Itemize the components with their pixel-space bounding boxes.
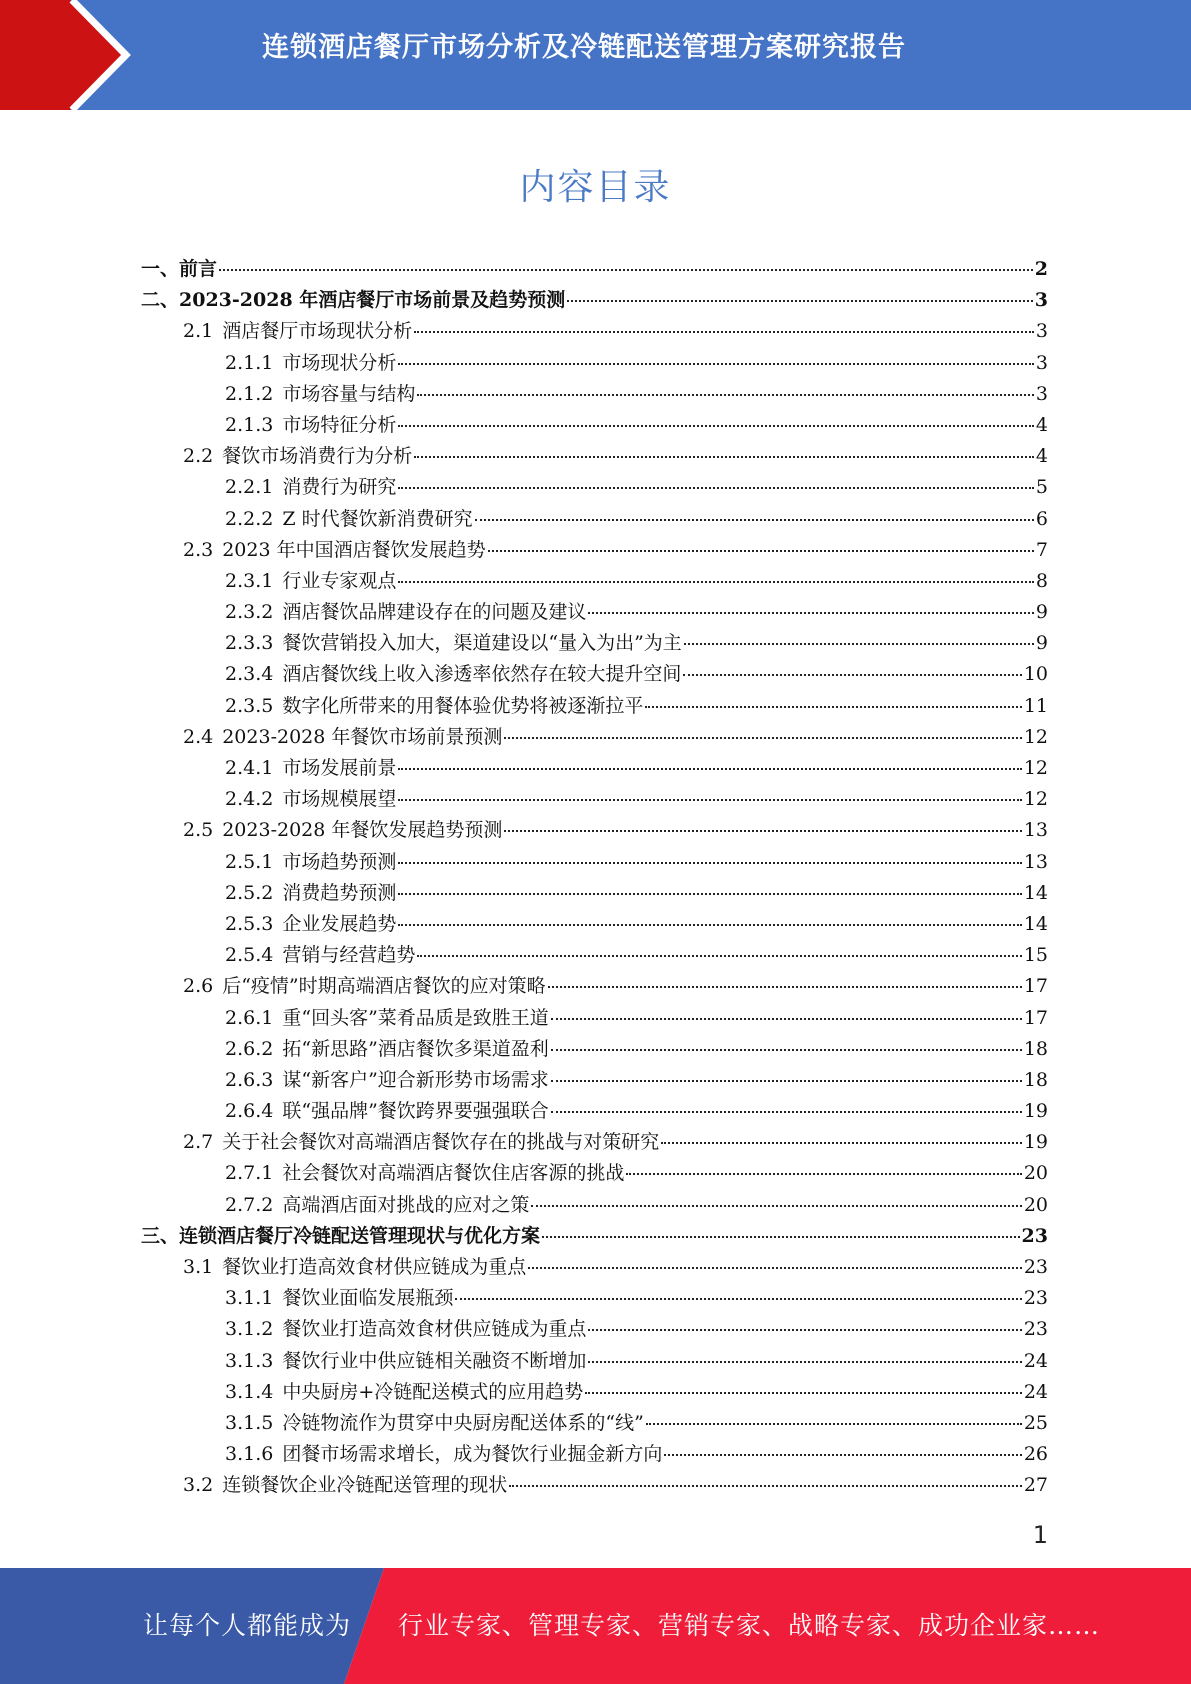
toc-entry-page: 9 <box>1035 632 1048 655</box>
toc-entry-title: 酒店餐厅市场现状分析 <box>222 320 413 343</box>
toc-dot-leader <box>588 1329 1021 1331</box>
toc-entry-page: 13 <box>1023 850 1048 873</box>
toc-entry-number: 2.4.2 <box>225 788 274 811</box>
toc-dot-leader <box>567 300 1032 302</box>
toc-dot-leader <box>417 394 1034 396</box>
toc-dot-leader <box>551 1018 1022 1020</box>
toc-entry-number: 3.1.3 <box>225 1349 274 1372</box>
table-of-contents <box>141 254 1048 1502</box>
toc-entry-number: 2.1.2 <box>225 382 274 405</box>
toc-entry-page: 2 <box>1034 258 1048 280</box>
toc-entry-title: 营销与经营趋势 <box>282 944 416 967</box>
report-title: 连锁酒店餐厅市场分析及冷链配送管理方案研究报告 <box>262 32 906 63</box>
toc-entry[interactable] <box>141 940 1048 971</box>
toc-entry-title: 谋“新客户”迎合新形势市场需求 <box>282 1068 549 1091</box>
header-arrow-graphic <box>0 0 160 110</box>
toc-entry-number: 2.2 <box>183 445 214 468</box>
toc-dot-leader <box>661 1142 1022 1144</box>
toc-entry[interactable] <box>141 753 1048 784</box>
toc-entry-title: 数字化所带来的用餐体验优势将被逐渐拉平 <box>282 694 644 717</box>
toc-dot-leader <box>531 1205 1021 1207</box>
toc-entry-title: 市场现状分析 <box>282 351 397 374</box>
toc-entry-page: 27 <box>1023 1474 1048 1497</box>
toc-entry-page: 24 <box>1023 1380 1048 1403</box>
toc-entry[interactable] <box>141 1283 1048 1314</box>
toc-entry-number: 3.1.1 <box>225 1287 274 1310</box>
toc-entry-page: 9 <box>1035 601 1048 624</box>
toc-dot-leader <box>398 363 1034 365</box>
toc-entry-page: 23 <box>1023 1256 1048 1278</box>
page-footer <box>0 1568 1191 1684</box>
toc-entry[interactable] <box>141 1127 1048 1158</box>
toc-entry-number: 2.5 <box>183 819 214 842</box>
toc-entry-number: 2.7.1 <box>225 1162 274 1185</box>
toc-entry-page: 19 <box>1023 1100 1048 1123</box>
toc-entry-page: 4 <box>1035 445 1048 468</box>
toc-entry[interactable] <box>141 722 1048 753</box>
toc-entry-page: 8 <box>1035 569 1048 592</box>
toc-entry[interactable] <box>141 472 1048 503</box>
toc-entry-page: 17 <box>1023 1006 1048 1029</box>
toc-entry-page: 20 <box>1023 1193 1048 1216</box>
toc-entry-number: 2.3.1 <box>225 569 274 592</box>
toc-entry-page: 7 <box>1035 538 1048 561</box>
toc-entry[interactable] <box>141 348 1048 379</box>
toc-dot-leader <box>504 830 1021 832</box>
toc-entry[interactable] <box>141 1221 1048 1252</box>
toc-dot-leader <box>588 1361 1021 1363</box>
toc-entry[interactable] <box>141 1439 1048 1470</box>
toc-entry-number: 二、 <box>141 289 180 312</box>
toc-entry-number: 3.1.4 <box>225 1380 274 1403</box>
toc-entry-title: 2023 年中国酒店餐饮发展趋势 <box>222 538 486 561</box>
toc-entry-number: 2.2.1 <box>225 476 274 499</box>
toc-entry-number: 三、 <box>141 1224 180 1247</box>
toc-entry-number: 2.5.2 <box>225 881 274 904</box>
toc-entry-page: 23 <box>1021 1224 1048 1247</box>
toc-dot-leader <box>414 331 1034 333</box>
toc-entry-title: 餐饮业打造高效食材供应链成为重点 <box>222 1256 527 1278</box>
toc-entry-page: 3 <box>1034 289 1048 312</box>
toc-dot-leader <box>398 768 1021 770</box>
toc-dot-leader <box>664 1454 1021 1456</box>
toc-entry-number: 2.7 <box>183 1131 214 1154</box>
toc-entry-page: 23 <box>1023 1287 1048 1310</box>
toc-entry-page: 26 <box>1023 1443 1048 1466</box>
toc-entry-page: 3 <box>1035 382 1048 405</box>
toc-entry-title: 中央厨房+冷链配送模式的应用趋势 <box>282 1380 584 1403</box>
toc-entry[interactable] <box>141 441 1048 472</box>
toc-entry-number: 2.6.4 <box>225 1100 274 1123</box>
toc-entry-title: 餐饮营销投入加大，渠道建设以“量入为出”为主 <box>282 632 682 655</box>
toc-entry-number: 2.1.1 <box>225 351 274 374</box>
toc-entry-number: 一、 <box>141 258 180 280</box>
toc-entry-title: 行业专家观点 <box>282 569 397 592</box>
toc-entry-title: 餐饮行业中供应链相关融资不断增加 <box>282 1349 587 1372</box>
toc-entry-number: 2.3.3 <box>225 632 274 655</box>
toc-entry-number: 2.5.4 <box>225 944 274 967</box>
toc-entry-number: 2.3.4 <box>225 663 274 686</box>
toc-entry-number: 2.6.2 <box>225 1037 274 1060</box>
toc-entry-title: 关于社会餐饮对高端酒店餐饮存在的挑战与对策研究 <box>222 1131 660 1154</box>
toc-entry[interactable] <box>141 878 1048 909</box>
toc-entry-title: 拓“新思路”酒店餐饮多渠道盈利 <box>282 1037 549 1060</box>
toc-entry-number: 2.5.3 <box>225 912 274 935</box>
toc-entry-page: 14 <box>1023 912 1048 935</box>
toc-entry[interactable] <box>141 504 1048 535</box>
toc-entry-page: 3 <box>1035 320 1048 343</box>
toc-dot-leader <box>645 706 1021 708</box>
toc-entry-title: 消费趋势预测 <box>282 881 397 904</box>
toc-entry[interactable] <box>141 1003 1048 1034</box>
toc-entry-title: 2023-2028 年酒店餐厅市场前景及趋势预测 <box>179 289 566 312</box>
toc-dot-leader <box>585 1392 1022 1394</box>
toc-entry-page: 20 <box>1023 1162 1048 1185</box>
toc-entry[interactable] <box>141 254 1048 285</box>
toc-entry-page: 18 <box>1023 1037 1048 1060</box>
toc-entry-number: 2.3.2 <box>225 601 274 624</box>
toc-entry-title: 餐饮市场消费行为分析 <box>222 445 413 468</box>
toc-entry[interactable] <box>141 971 1048 1002</box>
toc-entry-number: 2.3.5 <box>225 694 274 717</box>
toc-entry-page: 12 <box>1023 788 1048 811</box>
toc-entry-title: 连锁餐饮企业冷链配送管理的现状 <box>222 1474 508 1497</box>
toc-dot-leader <box>398 862 1021 864</box>
toc-entry-page: 15 <box>1023 944 1048 967</box>
toc-dot-leader <box>551 1080 1022 1082</box>
toc-entry-title: 前言 <box>179 258 218 280</box>
toc-entry[interactable] <box>141 285 1048 316</box>
toc-entry-page: 23 <box>1023 1318 1048 1341</box>
toc-entry-title: 2023-2028 年餐饮市场前景预测 <box>222 725 503 748</box>
toc-entry-page: 19 <box>1023 1131 1048 1154</box>
toc-entry-number: 3.1 <box>183 1256 214 1278</box>
toc-dot-leader <box>398 924 1021 926</box>
toc-entry-page: 25 <box>1023 1411 1048 1434</box>
toc-entry-title: 后“疫情”时期高端酒店餐饮的应对策略 <box>222 975 546 998</box>
toc-entry[interactable] <box>141 1377 1048 1408</box>
toc-dot-leader <box>684 643 1034 645</box>
toc-entry-title: 酒店餐饮品牌建设存在的问题及建议 <box>282 601 587 624</box>
toc-entry[interactable] <box>141 410 1048 441</box>
toc-dot-leader <box>588 612 1034 614</box>
toc-entry[interactable] <box>141 1470 1048 1501</box>
toc-entry-page: 13 <box>1023 819 1048 842</box>
toc-dot-leader <box>551 1111 1022 1113</box>
toc-entry-number: 2.4.1 <box>225 757 274 779</box>
toc-entry-title: 2023-2028 年餐饮发展趋势预测 <box>222 819 503 842</box>
toc-dot-leader <box>417 955 1021 957</box>
toc-entry-page: 11 <box>1023 694 1048 717</box>
toc-entry[interactable] <box>141 1065 1048 1096</box>
toc-entry-number: 2.2.2 <box>225 507 274 530</box>
toc-entry-page: 12 <box>1023 725 1048 748</box>
toc-entry-title: 联“强品牌”餐饮跨界要强强联合 <box>282 1100 549 1123</box>
toc-entry-number: 3.1.2 <box>225 1318 274 1341</box>
toc-entry-title: 消费行为研究 <box>282 476 397 499</box>
toc-entry[interactable] <box>141 379 1048 410</box>
toc-dot-leader <box>509 1485 1022 1487</box>
toc-entry[interactable] <box>141 1158 1048 1189</box>
toc-entry-title: 连锁酒店餐厅冷链配送管理现状与优化方案 <box>179 1224 541 1247</box>
toc-entry-page: 4 <box>1035 413 1048 436</box>
toc-entry-title: 重“回头客”菜肴品质是致胜王道 <box>282 1006 549 1029</box>
toc-entry-title: 市场容量与结构 <box>282 382 416 405</box>
toc-entry-page: 18 <box>1023 1068 1048 1091</box>
toc-heading: 内容目录 <box>519 167 672 208</box>
toc-entry[interactable] <box>141 1252 1048 1283</box>
toc-entry-title: 餐饮业打造高效食材供应链成为重点 <box>282 1318 587 1341</box>
page-header <box>0 0 1191 110</box>
toc-entry-title: 酒店餐饮线上收入渗透率依然存在较大提升空间 <box>282 663 682 686</box>
toc-entry-title: 企业发展趋势 <box>282 912 397 935</box>
toc-entry[interactable] <box>141 316 1048 347</box>
toc-dot-leader <box>504 737 1021 739</box>
toc-entry[interactable] <box>141 566 1048 597</box>
toc-entry[interactable] <box>141 1314 1048 1345</box>
toc-entry-title: 社会餐饮对高端酒店餐饮住店客源的挑战 <box>282 1162 625 1185</box>
toc-dot-leader <box>398 487 1034 489</box>
toc-entry-page: 6 <box>1035 507 1048 530</box>
toc-entry-number: 2.7.2 <box>225 1193 274 1216</box>
toc-entry-number: 2.3 <box>183 538 214 561</box>
toc-dot-leader <box>398 893 1021 895</box>
toc-entry-number: 3.2 <box>183 1474 214 1497</box>
toc-entry-page: 17 <box>1023 975 1048 998</box>
toc-dot-leader <box>551 1049 1022 1051</box>
toc-entry-title: 市场趋势预测 <box>282 850 397 873</box>
toc-dot-leader <box>475 519 1034 521</box>
toc-dot-leader <box>455 1298 1021 1300</box>
toc-dot-leader <box>219 269 1033 271</box>
toc-dot-leader <box>626 1173 1021 1175</box>
toc-entry-page: 3 <box>1035 351 1048 374</box>
toc-entry-page: 10 <box>1023 663 1048 686</box>
toc-dot-leader <box>488 550 1034 552</box>
footer-slogan-right: 行业专家、管理专家、营销专家、战略专家、成功企业家…… <box>398 1611 1101 1640</box>
toc-entry[interactable] <box>141 597 1048 628</box>
toc-entry[interactable] <box>141 1190 1048 1221</box>
toc-dot-leader <box>542 1236 1020 1238</box>
toc-dot-leader <box>646 1423 1022 1425</box>
toc-dot-leader <box>398 799 1021 801</box>
toc-entry[interactable] <box>141 1346 1048 1377</box>
toc-entry-page: 14 <box>1023 881 1048 904</box>
toc-entry-number: 2.1 <box>183 320 214 343</box>
toc-entry-number: 2.1.3 <box>225 413 274 436</box>
toc-entry[interactable] <box>141 535 1048 566</box>
toc-entry[interactable] <box>141 1408 1048 1439</box>
toc-entry[interactable] <box>141 1096 1048 1127</box>
toc-entry-page: 5 <box>1035 476 1048 499</box>
toc-dot-leader <box>548 986 1022 988</box>
toc-entry[interactable] <box>141 659 1048 690</box>
toc-entry-title: 冷链物流作为贯穿中央厨房配送体系的“线” <box>282 1411 644 1434</box>
page-number: 1 <box>1032 1521 1048 1549</box>
toc-entry-title: Z 时代餐饮新消费研究 <box>282 507 473 530</box>
toc-entry-title: 市场发展前景 <box>282 757 397 779</box>
toc-entry[interactable] <box>141 1034 1048 1065</box>
toc-entry-title: 市场特征分析 <box>282 413 397 436</box>
toc-entry-number: 2.4 <box>183 725 214 748</box>
toc-entry[interactable] <box>141 691 1048 722</box>
toc-entry-page: 24 <box>1023 1349 1048 1372</box>
toc-entry[interactable] <box>141 784 1048 815</box>
toc-entry-number: 2.6 <box>183 975 214 998</box>
toc-dot-leader <box>414 456 1034 458</box>
toc-entry-number: 3.1.5 <box>225 1411 274 1434</box>
toc-entry[interactable] <box>141 909 1048 940</box>
toc-entry-number: 2.6.3 <box>225 1068 274 1091</box>
toc-dot-leader <box>398 425 1034 427</box>
footer-slogan-left: 让每个人都能成为 <box>143 1611 352 1640</box>
toc-dot-leader <box>398 581 1034 583</box>
toc-entry-number: 2.5.1 <box>225 850 274 873</box>
toc-entry[interactable] <box>141 815 1048 846</box>
toc-entry-number: 3.1.6 <box>225 1443 274 1466</box>
toc-dot-leader <box>528 1267 1022 1269</box>
toc-entry[interactable] <box>141 847 1048 878</box>
toc-entry-title: 团餐市场需求增长，成为餐饮行业掘金新方向 <box>282 1443 663 1466</box>
toc-entry-number: 2.6.1 <box>225 1006 274 1029</box>
toc-entry-page: 12 <box>1023 757 1048 779</box>
toc-entry-title: 市场规模展望 <box>282 788 397 811</box>
toc-entry[interactable] <box>141 628 1048 659</box>
toc-dot-leader <box>683 674 1021 676</box>
toc-entry-title: 餐饮业面临发展瓶颈 <box>282 1287 454 1310</box>
toc-entry-title: 高端酒店面对挑战的应对之策 <box>282 1193 530 1216</box>
